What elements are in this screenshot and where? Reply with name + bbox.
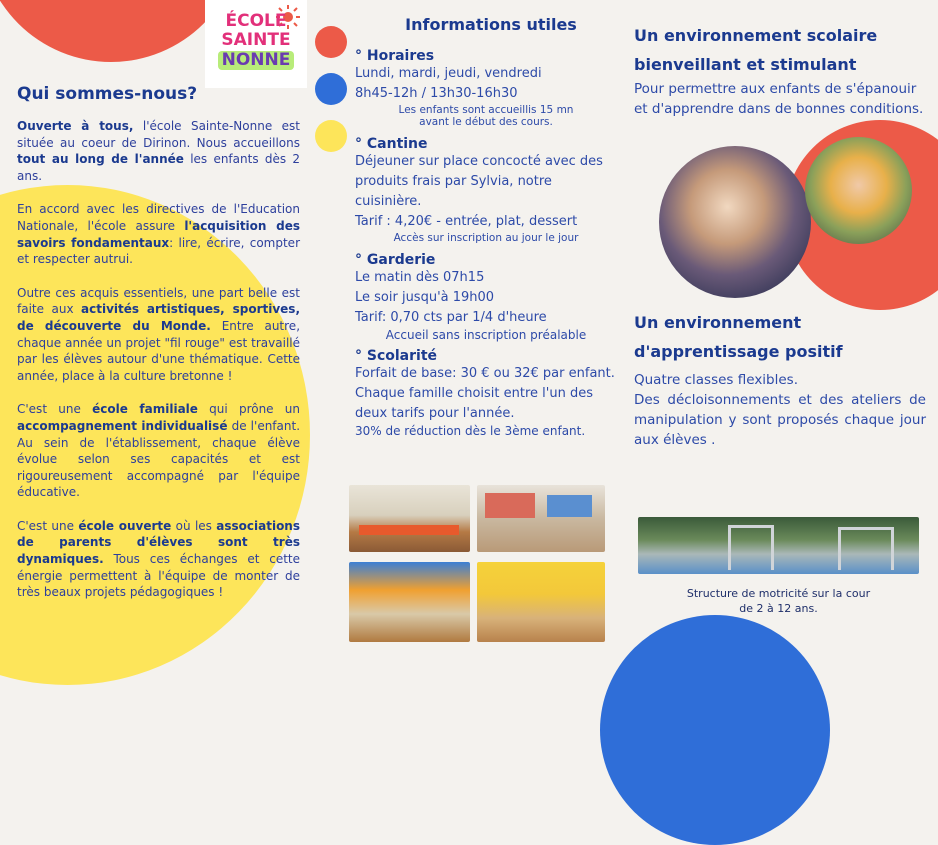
garderie-morning: Le matin dès 07h15 (355, 270, 485, 285)
blue-dot (315, 73, 347, 105)
caption-line-1: Structure de motricité sur la cour (686, 587, 871, 600)
p1-text-2: les enfants dès 2 ans. (17, 152, 300, 183)
caption-line-2: de 2 à 12 ans. (739, 602, 818, 615)
children-photo-2 (805, 137, 912, 244)
p2-bold-1: l'acquisition des savoirs fondamentaux (17, 218, 300, 250)
right-column-top (634, 21, 926, 119)
p5-bold-1: école ouverte (78, 518, 172, 533)
classroom-photo-2 (477, 485, 605, 552)
p1-bold-1: Ouverte à tous, (17, 119, 134, 133)
garderie-heading: ° Garderie (355, 252, 436, 268)
right-text-2b: Des décloisonnements et des ateliers de manipulation y sont proposés chaque jour aux élèves . (634, 392, 926, 448)
classroom-photo-3 (349, 562, 470, 642)
scolarite-desc: Forfait de base: 30 € ou 32€ par enfant. Chaque famille choisit entre l'un des deux tarifs pour l'année. (355, 366, 615, 421)
p4-text-3: de l'enfant. Au sein de l'établissement, chaque élève évolue selon ses capacités et est rigoureusement accompagné par l'équipe éducative. (17, 418, 301, 500)
p5-text-3: Tous ces échanges et cette énergie permettent à l'équipe de monter de très beaux projets pédagogiques ! (17, 552, 300, 600)
middle-title: Informations utiles (405, 15, 577, 34)
children-photo-1 (659, 146, 811, 298)
middle-column (355, 15, 617, 438)
right-text-2a: Quatre classes flexibles. (634, 372, 799, 388)
p3-text-1: Outre ces acquis essentiels, une part belle est faite aux (17, 285, 300, 317)
cantine-note: Accès sur inscription au jour le jour (393, 232, 579, 244)
garderie-note: Accueil sans inscription préalable (385, 328, 587, 342)
yellow-dot (315, 120, 347, 152)
garderie-price: Tarif: 0,70 cts par 1/4 d'heure (355, 310, 547, 325)
paragraph-1 (17, 118, 300, 184)
left-title: Qui sommes-nous? (17, 84, 198, 104)
right-heading-1b: bienveillant et stimulant (634, 55, 857, 74)
paragraph-5 (17, 518, 300, 601)
right-column-bottom (634, 308, 926, 450)
right-heading-2b: d'apprentissage positif (634, 342, 843, 361)
p2-text-1: En accord avec les directives de l'Education Nationale, l'école assure (17, 202, 300, 233)
logo-line-3: NONNE (218, 51, 295, 70)
playground-caption (638, 586, 919, 616)
p5-text-2: où les (171, 518, 217, 533)
paragraph-2 (17, 201, 300, 267)
right-heading-2a: Un environnement (634, 313, 802, 332)
right-heading-1a: Un environnement scolaire (634, 26, 878, 45)
paragraph-3 (17, 285, 300, 385)
logo-line-2: SAINTE (221, 30, 291, 50)
playground-photo (638, 517, 919, 574)
p4-text-1: C'est une (17, 402, 93, 417)
p1-bold-2: tout au long de l'année (17, 152, 184, 167)
horaires-note-2: avant le début des cours. (419, 116, 553, 128)
garderie-evening: Le soir jusqu'à 19h00 (355, 290, 495, 305)
p3-bold-1: activités artistiques, sportives, de découverte du Monde. (17, 302, 300, 333)
cantine-desc: Déjeuner sur place concocté avec des produits frais par Sylvia, notre cuisinière. (355, 154, 603, 209)
left-body (17, 118, 300, 601)
left-column (17, 84, 300, 618)
scolarite-discount: 30% de réduction dès le 3ème enfant. (355, 424, 586, 438)
p4-bold-2: accompagnement individualisé (17, 418, 228, 433)
red-dot (315, 26, 347, 58)
horaires-days: Lundi, mardi, jeudi, vendredi (355, 66, 542, 81)
paragraph-4 (17, 401, 300, 501)
logo-line-1: ÉCOLE (225, 11, 287, 31)
classroom-photo-1 (349, 485, 470, 552)
horaires-hours: 8h45-12h / 13h30-16h30 (355, 86, 518, 101)
horaires-heading: ° Horaires (355, 48, 435, 64)
classroom-photo-4 (477, 562, 605, 642)
p4-bold-1: école familiale (92, 402, 198, 417)
blue-blob-bottom (600, 615, 830, 845)
p4-text-2: qui prône un (197, 402, 301, 417)
horaires-note-1: Les enfants sont accueillis 15 mn (398, 104, 574, 116)
p1-text-1: l'école Sainte-Nonne est située au coeur de Dirinon. Nous accueillons (17, 119, 300, 150)
p5-text-1: C'est une (17, 518, 79, 533)
cantine-price: Tarif : 4,20€ - entrée, plat, dessert (355, 214, 578, 229)
right-text-1: Pour permettre aux enfants de s'épanouir et d'apprendre dans de bonnes conditions. (634, 81, 924, 117)
cantine-heading: ° Cantine (355, 136, 428, 152)
scolarite-heading: ° Scolarité (355, 348, 438, 364)
p5-bold-2: associations de parents d'élèves sont très dynamiques. (17, 518, 300, 567)
school-logo (205, 0, 307, 88)
p2-text-2: : lire, écrire, compter et respecter autrui. (17, 235, 300, 267)
p3-text-2: Entre autre, chaque année un projet "fil rouge" est travaillé par les élèves autour d'une thématique. Cette année, place à la culture bretonne ! (17, 318, 301, 383)
